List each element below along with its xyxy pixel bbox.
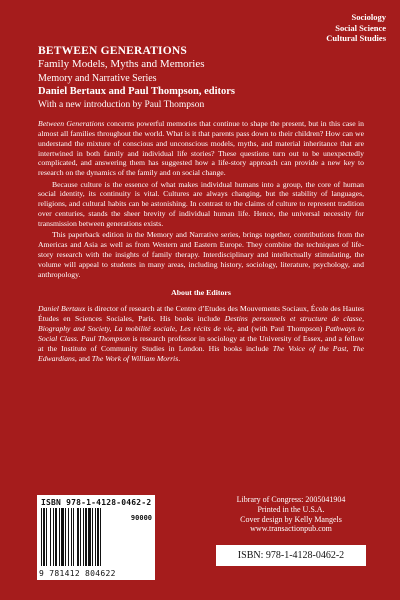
printed-in: Printed in the U.S.A. bbox=[257, 504, 325, 514]
barcode-bar bbox=[61, 508, 64, 566]
bio-books-1: Destins personnels et structure de classe, Biography and Society, La mobilité sociale, Les récits de vie, bbox=[38, 314, 365, 334]
bio-text-3: is research professor in sociology at the University of Essex, and a fellow at the Institute of Community Studies in London. His books include bbox=[38, 333, 364, 353]
barcode-bar bbox=[50, 508, 51, 566]
book-title: BETWEEN GENERATIONS bbox=[38, 45, 187, 57]
blurb bbox=[38, 119, 364, 363]
editors-bio bbox=[38, 304, 364, 363]
subject-social-science: Social Science bbox=[335, 22, 386, 33]
barcode-bar bbox=[83, 508, 84, 566]
library-of-congress: Library of Congress: 2005041904 bbox=[236, 495, 346, 504]
book-subtitle: Family Models, Myths and Memories bbox=[38, 58, 205, 70]
intro-note: With a new introduction by Paul Thompson bbox=[38, 100, 205, 110]
blurb-paragraph-3: This paperback edition in the Memory and Narrative series, brings together, contributions from the Americas and Asia as well as from Western and Eastern Europe. They combine the techniques of life-story research with the insights of family therapy. Interdisciplinary and intellectually stimulating, the volume will appeal to students in many areas, including history, sociology, literature, psychology, and anthropology. bbox=[38, 230, 364, 279]
barcode-bar bbox=[41, 508, 42, 566]
bio-text-4: and bbox=[76, 353, 92, 363]
isbn-box: ISBN: 978-1-4128-0462-2 bbox=[216, 545, 366, 566]
publisher-website: www.transactionpub.com bbox=[250, 524, 332, 534]
barcode bbox=[37, 495, 155, 580]
barcode-bar bbox=[92, 508, 93, 566]
bio-books-2: Pathways to Social Class. Paul Thompson bbox=[38, 324, 365, 343]
barcode-bar bbox=[46, 508, 47, 566]
blurb-paragraph-1 bbox=[38, 119, 364, 178]
barcode-bar bbox=[73, 508, 74, 566]
barcode-isbn: ISBN 978-1-4128-0462-2 bbox=[41, 498, 152, 507]
bio-books-4: The Work of William Morris bbox=[91, 353, 179, 363]
editors-line: Daniel Bertaux and Paul Thompson, editors bbox=[38, 85, 236, 97]
barcode-bar bbox=[65, 508, 66, 566]
barcode-bar bbox=[43, 508, 45, 566]
barcode-digits: 9 781412 804622 bbox=[39, 569, 116, 578]
subject-categories bbox=[326, 12, 386, 44]
barcode-price-code: 90000 bbox=[130, 514, 152, 522]
bio-text-5: . bbox=[178, 353, 181, 363]
barcode-bar bbox=[71, 508, 72, 566]
barcode-bar bbox=[88, 508, 91, 566]
blurb-book-title: Between Generations bbox=[38, 119, 105, 128]
barcode-bar bbox=[100, 508, 101, 566]
barcode-bar bbox=[68, 508, 69, 566]
barcode-bar bbox=[53, 508, 54, 566]
bio-books-3: The Voice of the Past, The Edwardians, bbox=[38, 343, 365, 363]
barcode-bar bbox=[80, 508, 81, 566]
publisher-info bbox=[216, 495, 366, 534]
about-editors-heading: About the Editors bbox=[171, 287, 231, 297]
cover-design-credit: Cover design by Kelly Mangels bbox=[240, 514, 342, 524]
bio-text-1: is director of research at the Centre d’Etudes des Mouvements Sociaux, École des Hautes Études en Sciences Sociales, Paris. His books include bbox=[38, 304, 364, 324]
subject-sociology: Sociology bbox=[351, 12, 386, 22]
barcode-bar bbox=[97, 508, 99, 566]
subject-cultural-studies: Cultural Studies bbox=[326, 33, 386, 43]
barcode-bar bbox=[55, 508, 57, 566]
bio-text-2: and (with Paul Thompson) bbox=[234, 324, 326, 334]
series-name: Memory and Narrative Series bbox=[38, 72, 157, 84]
blurb-paragraph-1-text: concerns powerful memories that continue to shape the present, but in this case in almost all families throughout the world. What is it that parents pass down to their children? How can we understand the mixture of conscious and unconscious models, myths, and material inheritance that are intertwined in both family and individual life stories? These questions turn out to be unexpectedly complicated, and answering them has suggested how a life-story approach can provide a new key to research on the dynamics of the family and on social change. bbox=[38, 119, 365, 178]
title-block bbox=[38, 44, 368, 112]
barcode-bars bbox=[40, 508, 124, 568]
blurb-paragraph-2: Because culture is the essence of what makes individual humans into a group, the core of human social identity, its continuity is vital. Cultures are always changing, but the stability of languages, religions, and cultural habits can be astonishing. In contrast to the claims of culture to represent tradition over centuries, stands the sheer brevity of individual human life. Hence, the universal necessity for transmission between generations exists. bbox=[38, 179, 364, 228]
barcode-bar bbox=[59, 508, 60, 566]
bio-name-1: Daniel Bertaux bbox=[38, 304, 86, 314]
barcode-bar bbox=[77, 508, 79, 566]
barcode-bar bbox=[95, 508, 96, 566]
barcode-bar bbox=[85, 508, 87, 566]
